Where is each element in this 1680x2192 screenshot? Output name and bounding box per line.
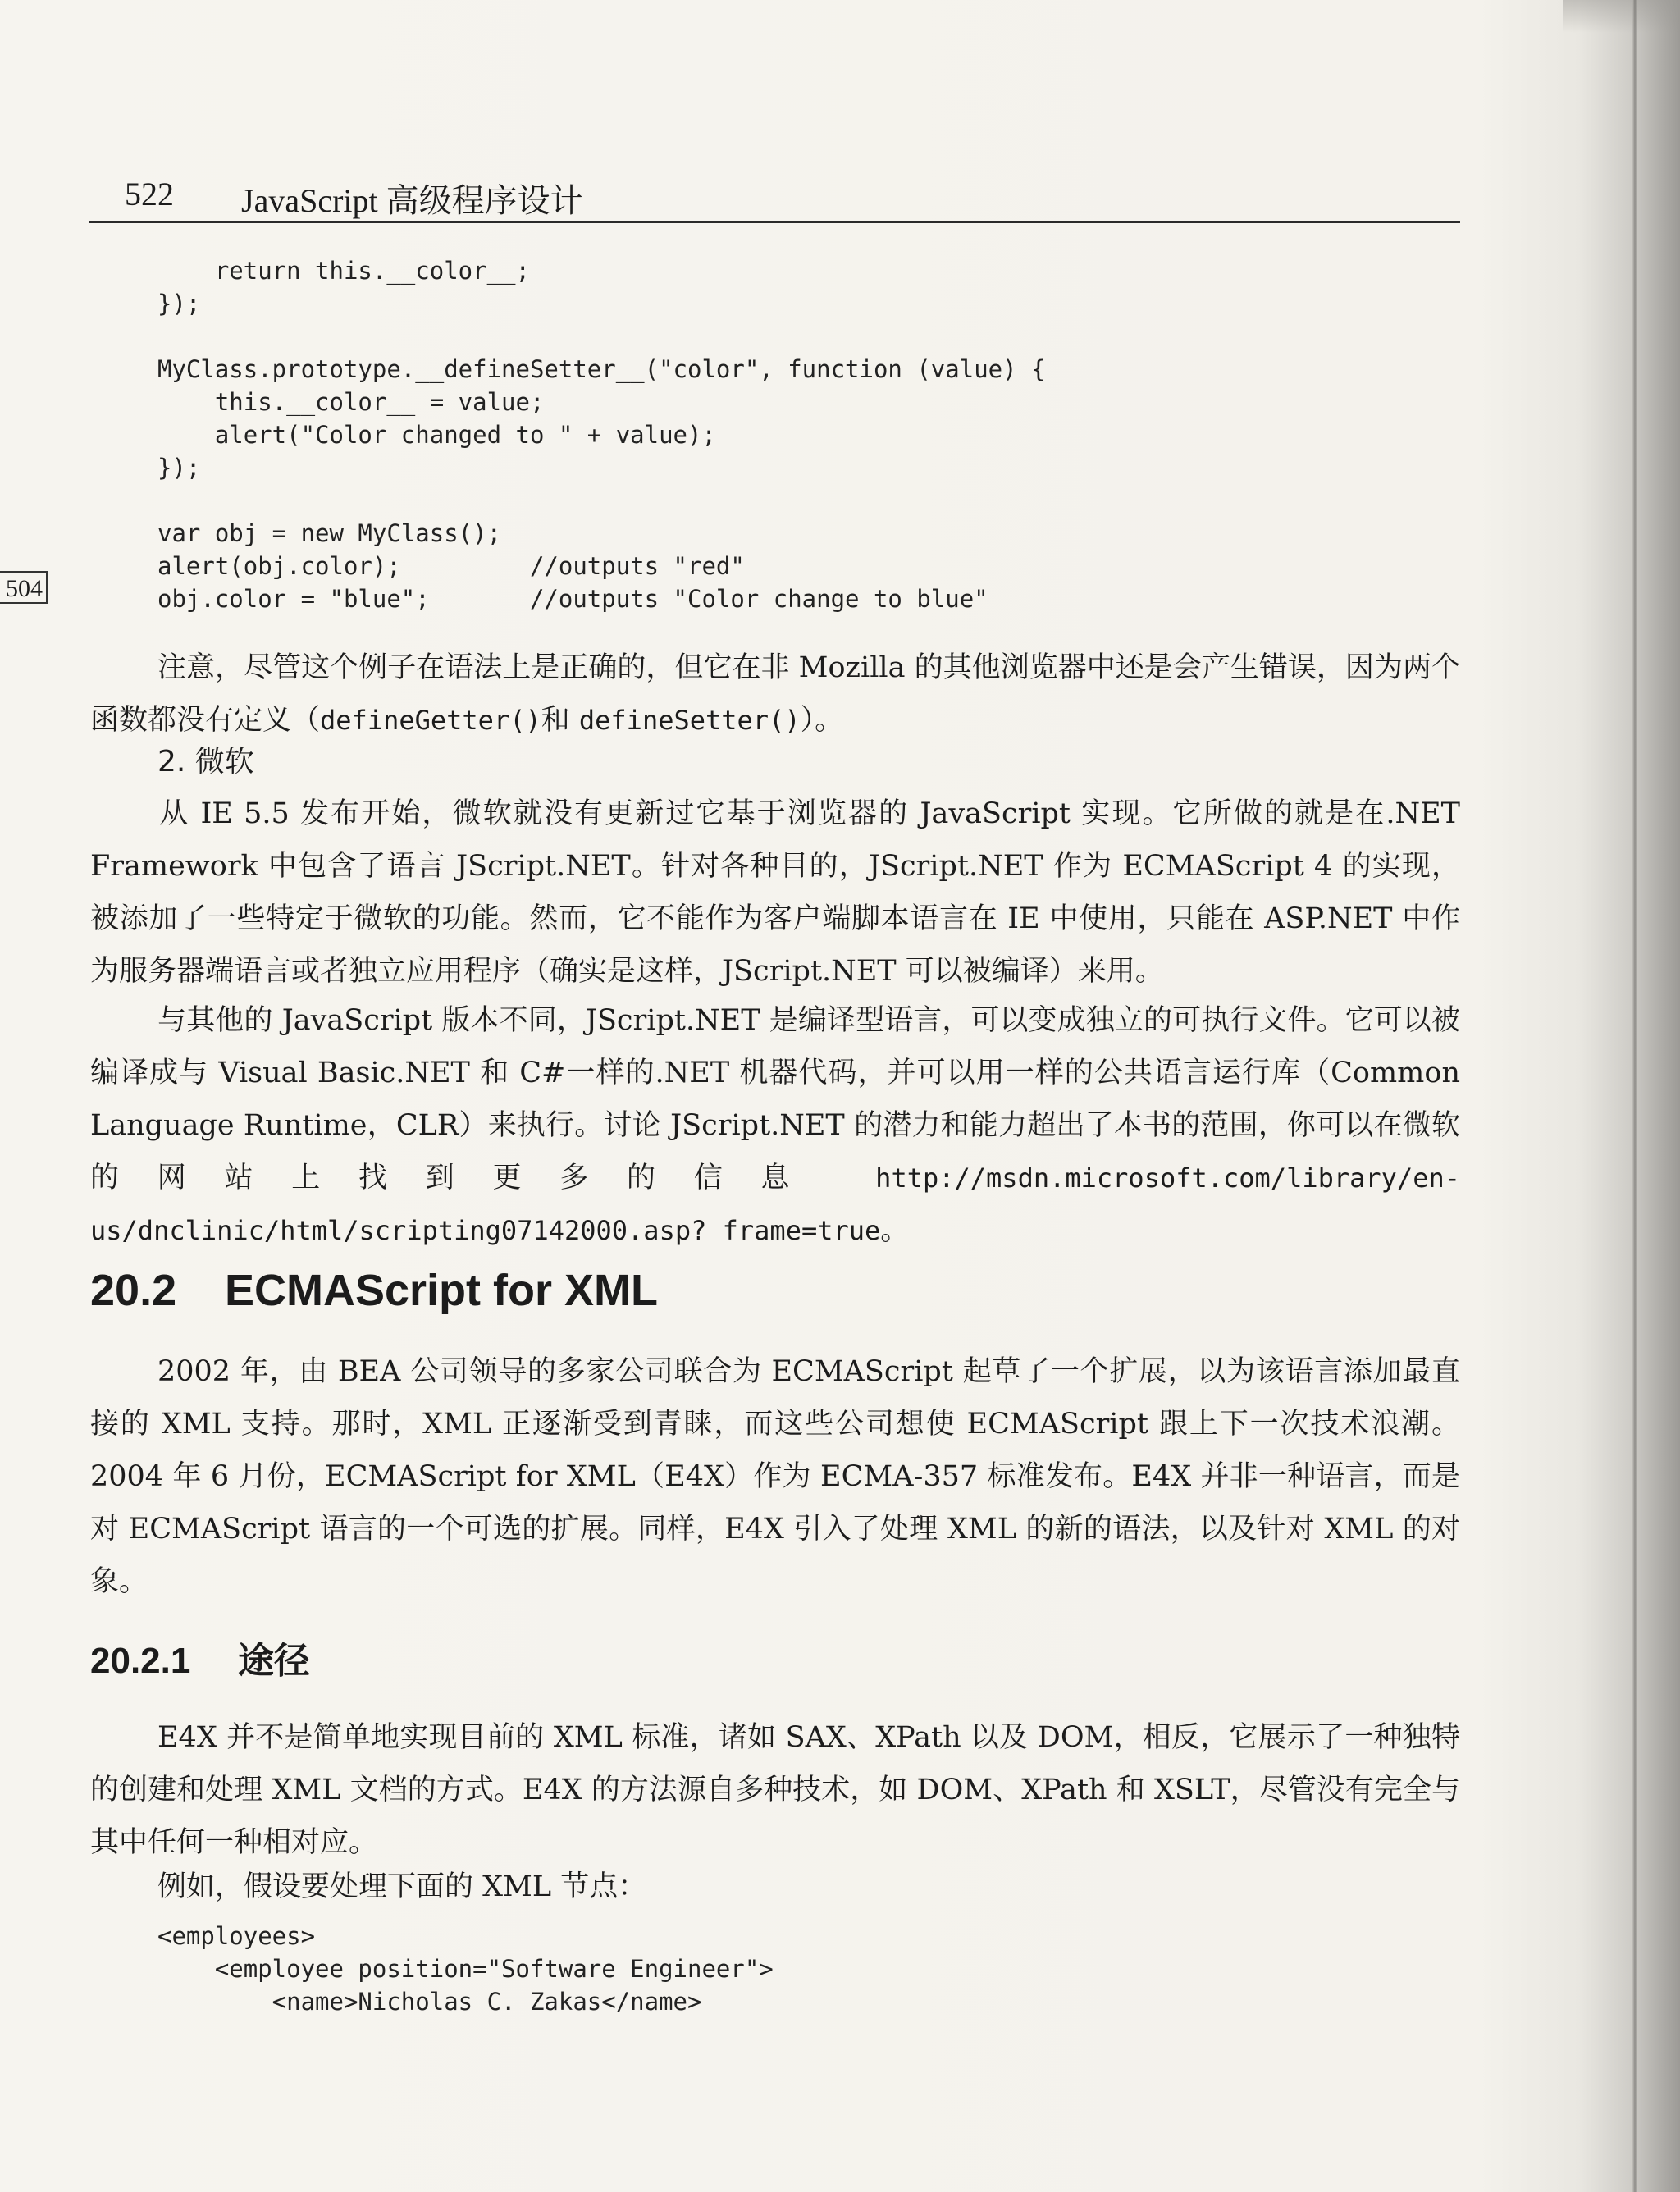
subsection-paragraph-1-text: E4X 并不是简单地实现目前的 XML 标准，诸如 SAX、XPath 以及 DOM，相反，它展示了一种独特的创建和处理 XML 文档的方式。E4X 的方法源自多种技术，如 DOM、XPath 和 XSLT，尽管没有完全与其中任何一种相对应。: [90, 1721, 1460, 1859]
note-paragraph: [90, 642, 1460, 747]
section-paragraph: [90, 1345, 1460, 1608]
microsoft-heading: 2. 微软: [158, 745, 254, 779]
subsection-paragraph-1: [90, 1711, 1460, 1869]
note-text-after: ）。: [800, 704, 844, 737]
code-block-define-setter: return this.__color__; }); MyClass.prototype.__defineSetter__("color", function (value) { this.__color__ = value; alert("Color changed to " + value); }); var obj = new MyClass(); alert(obj.color); //outputs "red" obj.color = "blue"; //outputs "Color change to blue": [158, 257, 1046, 613]
page-number: 522: [125, 176, 174, 212]
microsoft-paragraph-2-text: 与其他的 JavaScript 版本不同，JScript.NET 是编译型语言，可以变成独立的可执行文件。它可以被编译成与 Visual Basic.NET 和 C#一样的.NET 机器代码，并可以用一样的公共语言运行库（Common Language Runtime，CLR）来执行。讨论 JScript.NET 的潜力和能力超出了本书的范围，你可以在微软的网站上找到更多的信息: [90, 1004, 1460, 1194]
msdn-url: http://msdn.microsoft.com/library/en-us/dnclinic/html/scripting07142000.asp? frame=true: [90, 1162, 1460, 1246]
note-text-before: 注意，尽管这个例子在语法上是正确的，但它在非 Mozilla 的其他浏览器中还是会产生错误，因为两个函数都没有定义（: [90, 651, 1460, 737]
section-title: ECMAScript for XML: [225, 1266, 659, 1315]
note-text-middle: 和: [541, 704, 579, 737]
microsoft-paragraph-1-text: 从 IE 5.5 发布开始，微软就没有更新过它基于浏览器的 JavaScript 实现。它所做的就是在.NET Framework 中包含了语言 JScript.NET。针对各种目的，JScript.NET 作为 ECMAScript 4 的实现，被添加了一些特定于微软的功能。然而，它不能作为客户端脚本语言在 IE 中使用，只能在 ASP.NET 中作为服务器端语言或者独立应用程序（确实是这样，JScript.NET 可以被编译）来用。: [90, 797, 1460, 988]
note-code-define-getter: defineGetter(): [320, 705, 541, 736]
microsoft-paragraph-2: [90, 994, 1460, 1257]
page-corner-shadow: [1563, 0, 1680, 33]
code-block-xml-employees: <employees> <employee position="Software Engineer"> <name>Nicholas C. Zakas</name>: [158, 1922, 774, 2016]
book-title: JavaScript 高级程序设计: [241, 182, 583, 219]
subsection-title: 途径: [238, 1641, 310, 1681]
microsoft-paragraph-2-end: 。: [880, 1214, 910, 1247]
subsection-paragraph-2: [90, 1861, 1460, 1913]
microsoft-paragraph-1: [90, 788, 1460, 998]
section-heading: [90, 1265, 658, 1316]
note-code-define-setter: defineSetter(): [578, 705, 801, 736]
section-number: 20.2: [90, 1266, 177, 1315]
original-page-marker: 504: [0, 571, 48, 604]
section-paragraph-text: 2002 年，由 BEA 公司领导的多家公司联合为 ECMAScript 起草了一个扩展，以为该语言添加最直接的 XML 支持。那时，XML 正逐渐受到青睐，而这些公司想使 ECMAScript 跟上下一次技术浪潮。2004 年 6 月份，ECMAScript for XML（E4X）作为 ECMA-357 标准发布。E4X 并非一种语言，而是对 ECMAScript 语言的一个可选的扩展。同样，E4X 引入了处理 XML 的新的语法，以及针对 XML 的对象。: [90, 1355, 1460, 1598]
subsection-paragraph-2-text: 例如，假设要处理下面的 XML 节点：: [158, 1870, 647, 1903]
subsection-heading: [90, 1631, 310, 1683]
book-spine-shadow: [1632, 0, 1637, 2192]
subsection-number: 20.2.1: [90, 1641, 191, 1681]
running-header: [89, 168, 1460, 223]
